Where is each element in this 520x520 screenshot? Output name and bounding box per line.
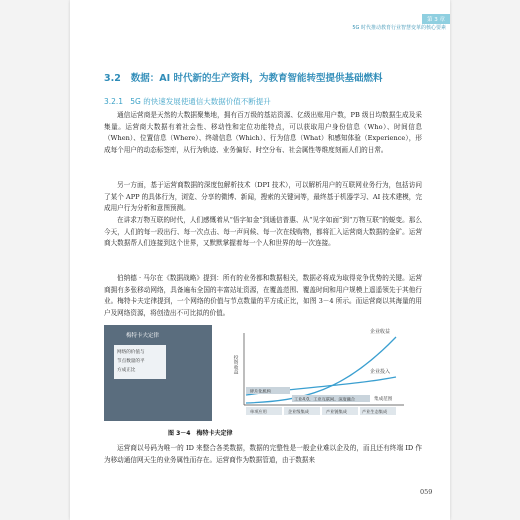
stage-bottom-label: 单项应用: [250, 409, 267, 414]
stage-bottom-label: 产业链集成: [326, 409, 347, 414]
x-axis-label: 集成范围: [374, 397, 393, 402]
paragraph: 运营商以号码为唯一的 ID 来整合各类数据，数据的完整性是一般企业难以企及的，而且还有终端 ID 作为移动通信网天生的业务属性而存在。运营商作为数据管道，由于数据来: [104, 444, 422, 464]
chapter-tag: 第 3 章: [422, 14, 450, 24]
figure-note-line: 方成正比: [117, 368, 136, 373]
stage-bottom-label: 产业生态集成: [362, 409, 388, 414]
paragraph: 另一方面，基于运营商数据的深度包解析技术（DPI 技术），可以解析用户的互联网业务行为，包括访问了某个 APP 的具体行为，浏览、分享的微博、新闻，搜索的关键词等，最终基于机器学习、AI 技术建模，完成用户行为分析和意图预测。: [104, 181, 422, 212]
figure-metcalfe: [104, 325, 416, 425]
figure-caption-number: 图 3－4: [168, 430, 191, 437]
figure-note-line: 节点数量的平: [117, 359, 145, 364]
paragraph: 在讲求万物互联的时代，人们感慨着从“悟字如金”到通信普惠、从“见字如面”到“万物互联”的蜕变。那么今天，人们的每一段出行、每一次点击、每一声问候、每一次在线购物，都将汇入运营商大数据的金矿。运营商大数据帮人们连接到这个世界，又默默掌握着每一个人和世界的每一次连接。: [104, 216, 422, 247]
page-number: 059: [420, 488, 433, 496]
book-page: [70, 0, 450, 520]
figure-graphic: [104, 325, 416, 425]
y-axis-label: 投资收益: [232, 355, 238, 375]
figure-caption-title: 梅特卡夫定律: [196, 430, 233, 437]
stage-top-label: 碎片化机构: [250, 388, 271, 394]
figure-inner-title: 梅特卡夫定律: [126, 333, 160, 339]
subsection-title: 5G 的快速发展使通信大数据价值不断提升: [130, 97, 271, 106]
figure-caption: [168, 428, 238, 437]
section-title: 数据：AI 时代新的生产资料，为教育智能转型提供基础燃料: [130, 73, 383, 84]
revenue-label: 企业收益: [370, 329, 391, 335]
subsection-number: 3.2.1: [104, 97, 124, 106]
figure-note-line: 网络的价值与: [117, 350, 145, 355]
paragraph: 伯纳德 · 马尔在《数据战略》提到：所有的业务都和数据相关，数据必将成为取得竞争优势的关键。运营商拥有多张移动网络，具备遍布全国的丰富站址资源，在覆盖范围、覆盖时间和用户规模上遥遥领先于其他行业。梅特卡夫定律提到，一个网络的价值与节点数量的平方成正比，如图 3－4 所示。而运营商以其海量的用户及网络资源，将创造出不可比拟的价值。: [104, 274, 422, 317]
stage-bottom-label: 企业级集成: [288, 409, 309, 414]
stage-mid-label: 工业4.0、工业互联网、深度融合: [294, 396, 356, 402]
investment-label: 企业投入: [370, 369, 391, 375]
section-number: 3.2: [104, 73, 121, 84]
running-header-title: 5G 时代推动教育行业智慧变革的核心要素: [352, 25, 446, 31]
subsection-heading: [104, 96, 271, 107]
paragraph: 通信运营商是天然的大数据聚集地，拥有百万级的基站资源、亿级出账用户数，PB 级日均数据生成及采集量。运营商大数据有着社会性、移动性和定位功能特点，可以获取用户身份信息（Who）、时间信息（When）、位置信息（Where）、终端信息（Which）、行为信息（What）和感知体验（Experience），形成每个用户的动态标签库，从行为轨迹、业务偏好、时空分布、社会属性等维度刻画人们的日常。: [104, 111, 422, 154]
section-heading: [104, 70, 382, 84]
